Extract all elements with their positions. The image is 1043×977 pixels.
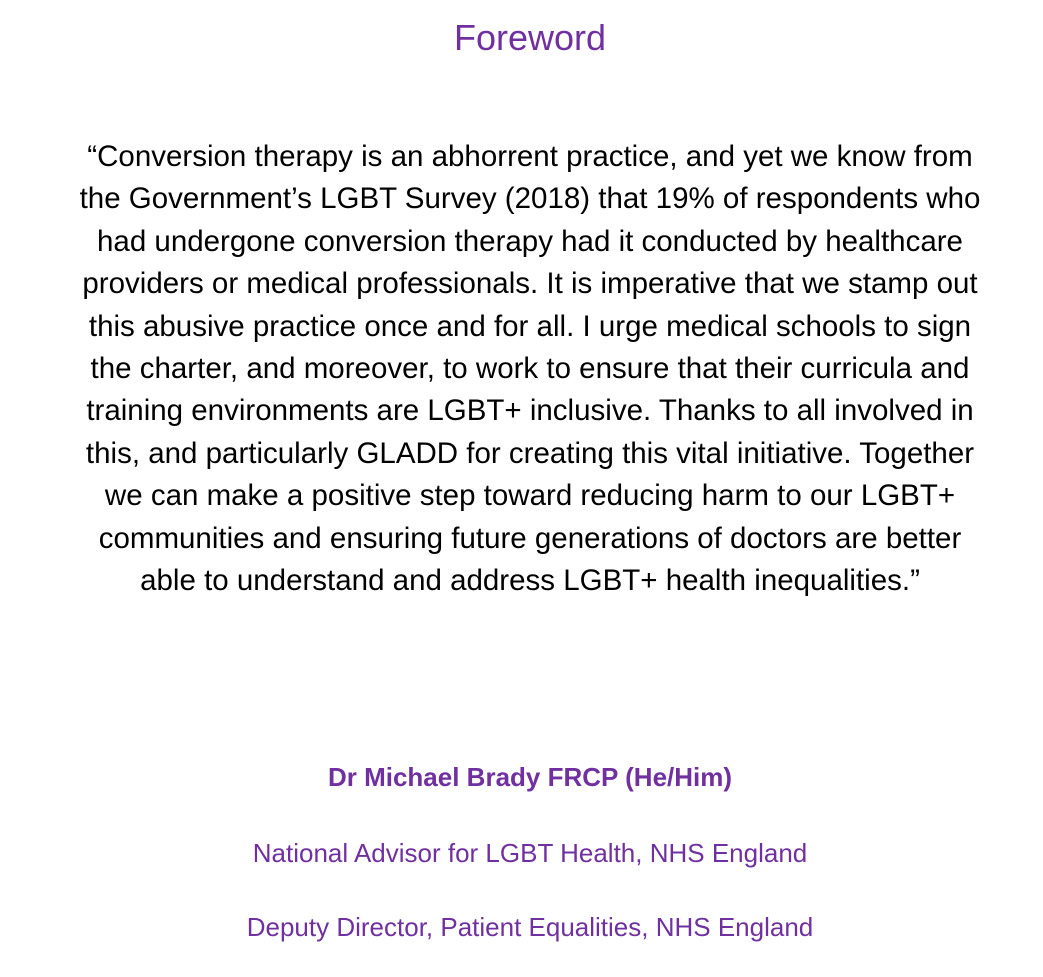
foreword-quote: “Conversion therapy is an abhorrent practice, and yet we know from the Government’s LGBT Survey (2018) that 19% of respondents who had undergone conversion therapy had it conducted by healthcare providers or medical professionals. It is imperative that we stamp out this abusive practice once and for all. I urge medical schools to sign the charter, and moreover, to work to ensure that their curricula and training environments are LGBT+ inclusive. Thanks to all involved in this, and particularly GLADD for creating this vital initiative. Together we can make a positive step toward reducing harm to our LGBT+ communities and ensuring future generations of doctors are better able to understand and address LGBT+ health inequalities.” — [79, 140, 981, 598]
page-title: Foreword — [453, 17, 607, 58]
signatory-role-2: Deputy Director, Patient Equalities, NHS England — [246, 912, 814, 942]
signatory-role-1: National Advisor for LGBT Health, NHS England — [252, 838, 808, 868]
signatory-name: Dr Michael Brady FRCP (He/Him) — [327, 762, 733, 792]
